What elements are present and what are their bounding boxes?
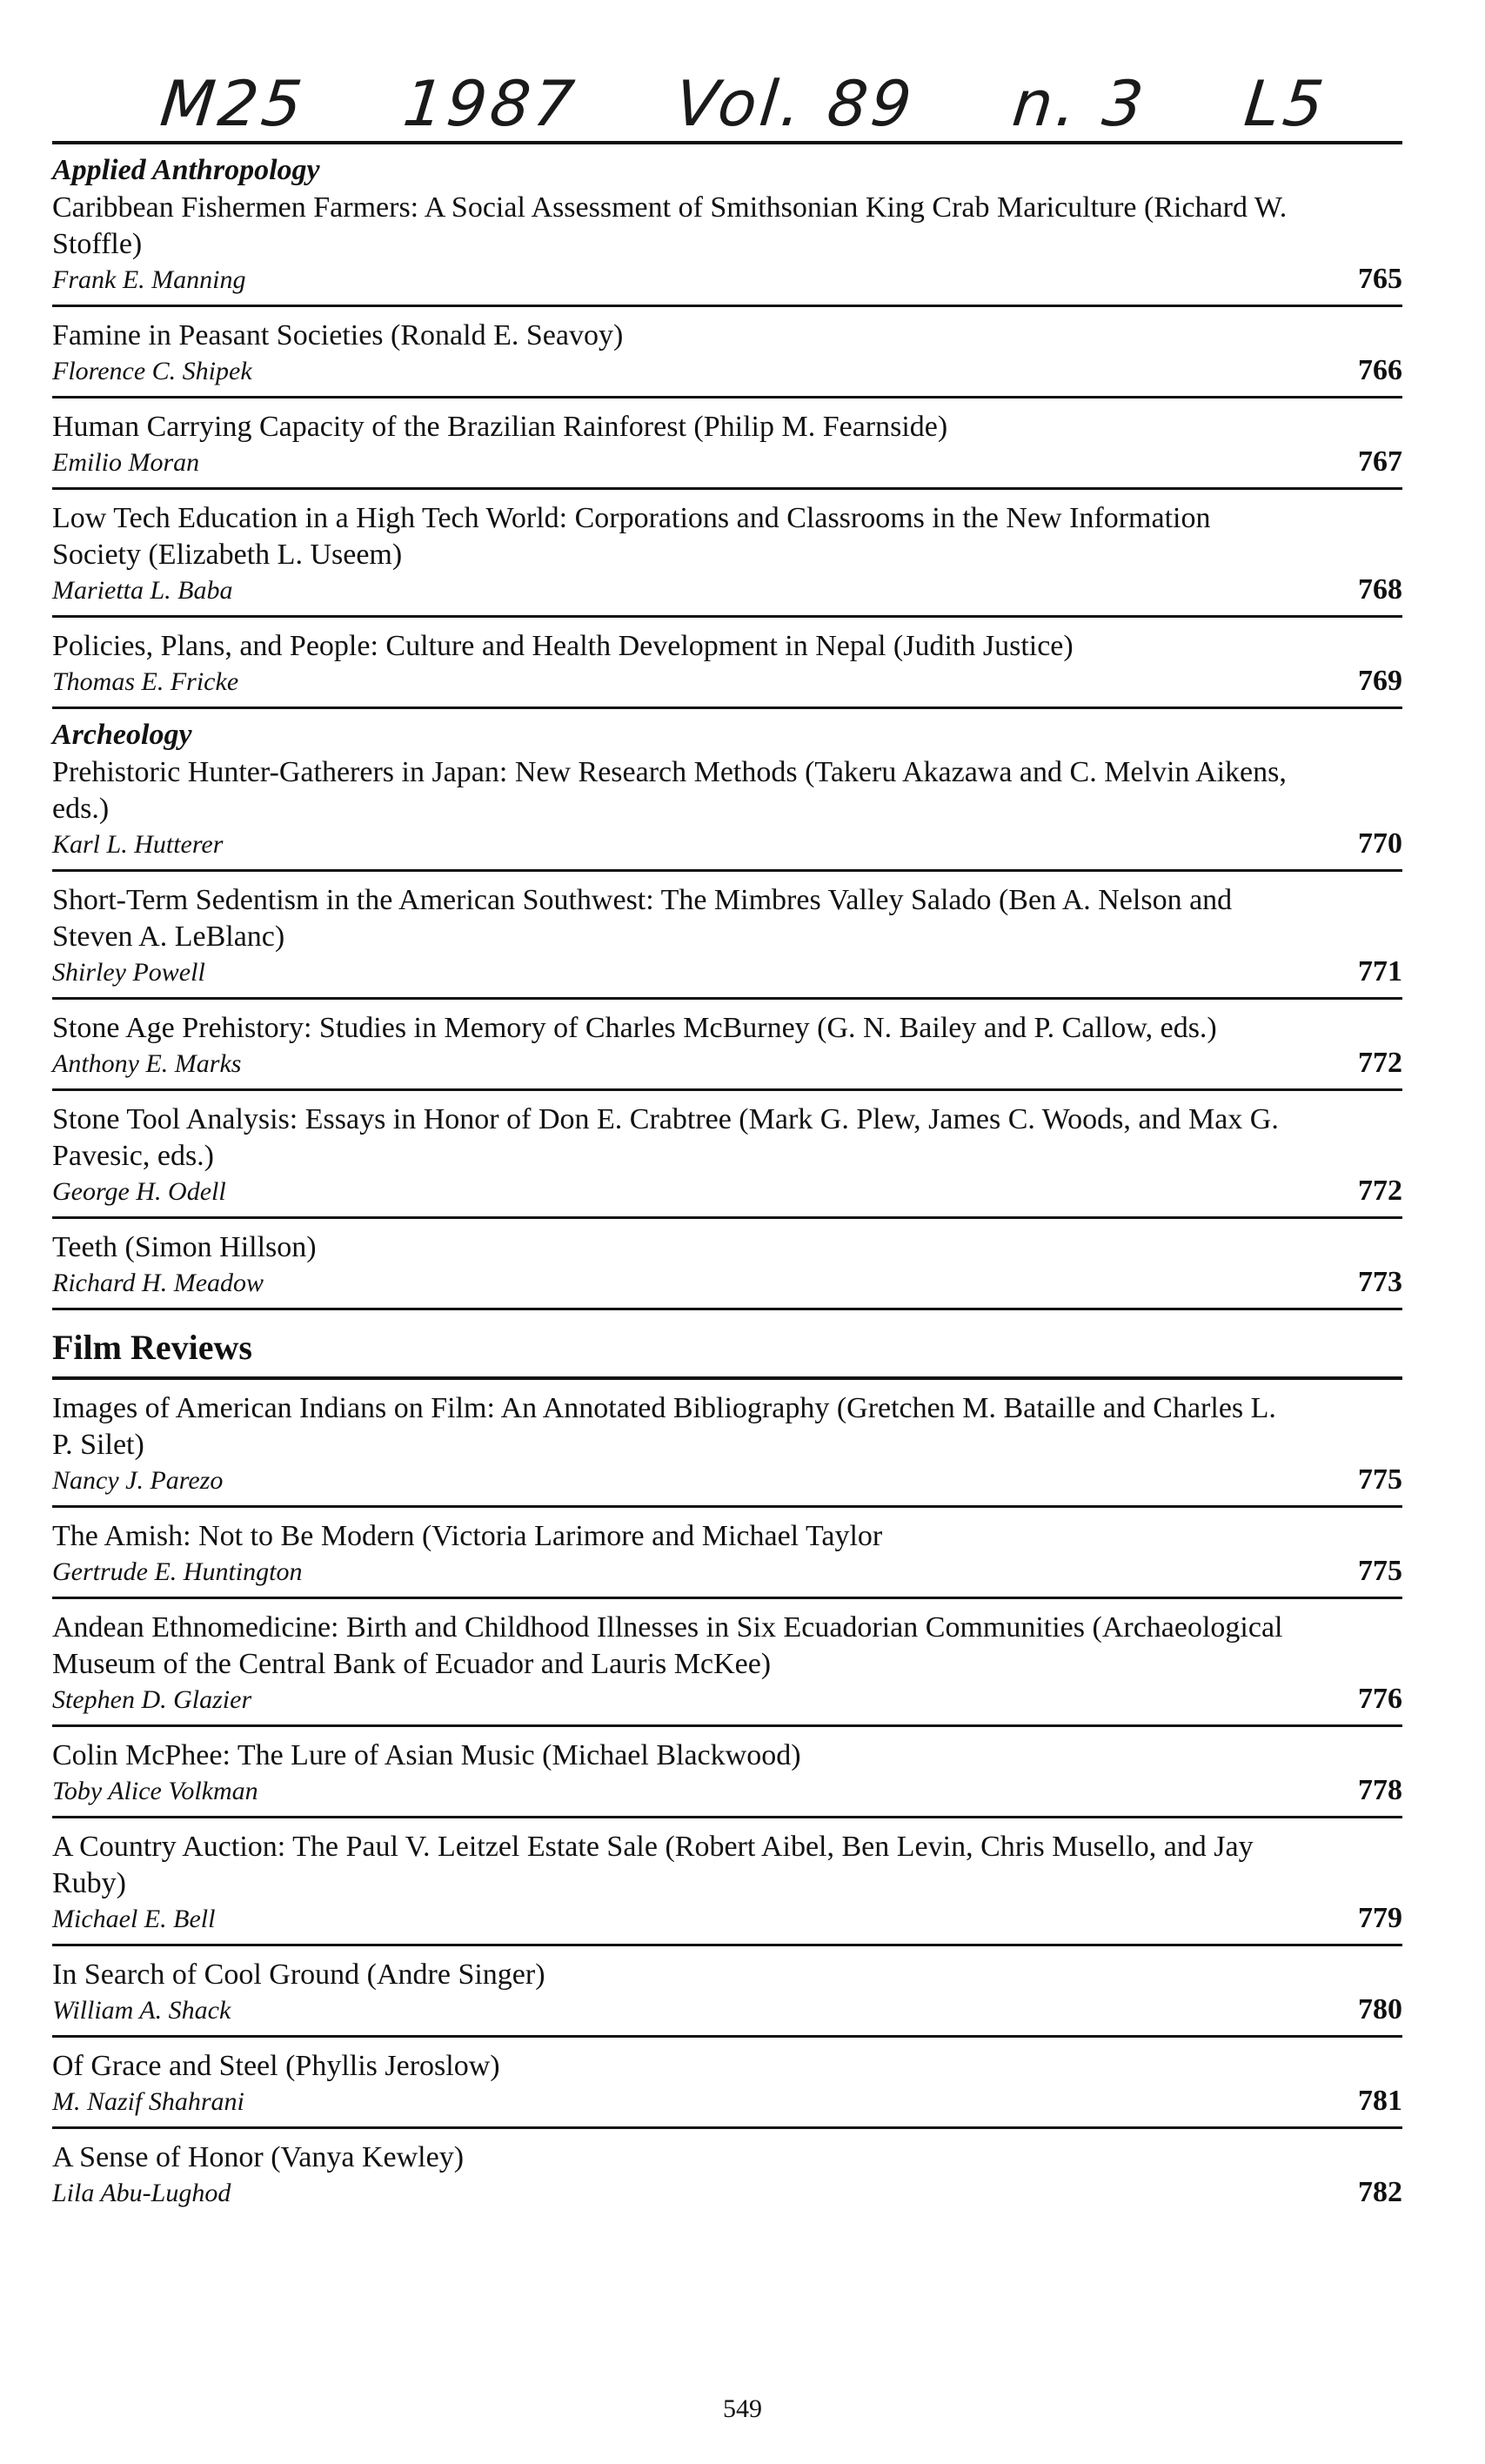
handwritten-note-part: Vol. 89 (672, 67, 919, 140)
entry-reviewer: Thomas E. Fricke (52, 667, 239, 696)
toc-entry (52, 1000, 1402, 1088)
section-heading: Archeology (52, 719, 192, 751)
entry-reviewer: Anthony E. Marks (52, 1049, 242, 1078)
entry-reviewer: Shirley Powell (52, 958, 205, 987)
entry-title: Prehistoric Hunter-Gatherers in Japan: New Research Methods (Takeru Akazawa and C. Melvin Aikens, eds.) (52, 756, 1287, 825)
entry-page-number: 776 (1358, 1683, 1402, 1715)
table-of-contents (52, 141, 1402, 2218)
entry-reviewer: Florence C. Shipek (52, 357, 252, 385)
entry-title: Famine in Peasant Societies (Ronald E. Seavoy) (52, 319, 624, 352)
entry-title: Stone Age Prehistory: Studies in Memory of Charles McBurney (G. N. Bailey and P. Callow, eds.) (52, 1012, 1217, 1044)
toc-entry (52, 307, 1402, 396)
entry-title: Caribbean Fishermen Farmers: A Social Assessment of Smithsonian King Crab Mariculture (Richard W. Stoffle) (52, 191, 1288, 260)
toc-entry (52, 1727, 1402, 1816)
entry-page-number: 775 (1358, 1555, 1402, 1587)
toc-entry (52, 1946, 1402, 2035)
entry-reviewer: M. Nazif Shahrani (52, 2087, 244, 2116)
entry-reviewer: Emilio Moran (52, 448, 200, 477)
toc-entry (52, 753, 1402, 869)
entry-title: The Amish: Not to Be Modern (Victoria Larimore and Michael Taylor (52, 1520, 883, 1552)
entry-reviewer: George H. Odell (52, 1177, 226, 1206)
toc-entry (52, 618, 1402, 706)
toc-entry (52, 1599, 1402, 1724)
entry-page-number: 773 (1358, 1266, 1402, 1298)
toc-entry (52, 188, 1402, 305)
entry-page-number: 779 (1358, 1902, 1402, 1934)
handwritten-note (156, 56, 1332, 151)
toc-entry (52, 2038, 1402, 2126)
film-reviews-heading: Film Reviews (52, 1328, 252, 1367)
entry-title: Policies, Plans, and People: Culture and Health Development in Nepal (Judith Justice) (52, 630, 1074, 662)
toc-entry (52, 1508, 1402, 1597)
toc-entry (52, 490, 1402, 615)
entry-title: Human Carrying Capacity of the Brazilian Rainforest (Philip M. Fearnside) (52, 411, 948, 443)
entry-reviewer: Michael E. Bell (52, 1905, 216, 1933)
entry-page-number: 775 (1358, 1463, 1402, 1496)
handwritten-note-part: L5 (1241, 67, 1331, 140)
entry-title: A Country Auction: The Paul V. Leitzel Estate Sale (Robert Aibel, Ben Levin, Chris Musello, and Jay Ruby) (52, 1831, 1254, 1899)
entry-title: Low Tech Education in a High Tech World: Corporations and Classrooms in the New Information Society (Elizabeth L. Useem) (52, 502, 1211, 571)
entry-page-number: 770 (1358, 827, 1402, 860)
toc-entry (52, 1380, 1402, 1505)
entry-title: Images of American Indians on Film: An Annotated Bibliography (Gretchen M. Bataille and Charles L. P. Silet) (52, 1392, 1276, 1461)
entry-page-number: 766 (1358, 354, 1402, 386)
entry-title: Of Grace and Steel (Phyllis Jeroslow) (52, 2050, 500, 2082)
page-number: 549 (723, 2394, 762, 2423)
entry-title: Andean Ethnomedicine: Birth and Childhood Illnesses in Six Ecuadorian Communities (Archaeological Museum of the Central Bank of Ecuador and Lauris McKee) (52, 1611, 1283, 1680)
entry-title: Short-Term Sedentism in the American Southwest: The Mimbres Valley Salado (Ben A. Nelson and Steven A. LeBlanc) (52, 884, 1233, 953)
entry-reviewer: Frank E. Manning (52, 265, 246, 294)
entry-reviewer: Karl L. Hutterer (52, 830, 224, 859)
toc-entry (52, 872, 1402, 997)
entry-reviewer: Lila Abu-Lughod (52, 2179, 231, 2207)
toc-entry (52, 1219, 1402, 1308)
entry-page-number: 772 (1358, 1047, 1402, 1079)
entry-reviewer: Toby Alice Volkman (52, 1777, 258, 1805)
divider (52, 706, 1402, 709)
toc-entry (52, 1818, 1402, 1944)
entry-reviewer: Stephen D. Glazier (52, 1685, 252, 1714)
entry-page-number: 778 (1358, 1774, 1402, 1806)
entry-title: A Sense of Honor (Vanya Kewley) (52, 2141, 465, 2173)
entry-reviewer: William A. Shack (52, 1996, 231, 2025)
entry-title: Stone Tool Analysis: Essays in Honor of Don E. Crabtree (Mark G. Plew, James C. Woods, and Max G. Pavesic, eds.) (52, 1103, 1279, 1172)
toc-entry (52, 1091, 1402, 1216)
entry-page-number: 767 (1358, 445, 1402, 478)
entry-reviewer: Marietta L. Baba (52, 576, 233, 605)
entry-page-number: 780 (1358, 1993, 1402, 2025)
handwritten-note-part: n. 3 (1009, 67, 1151, 140)
handwritten-note-part: 1987 (399, 67, 581, 140)
entry-reviewer: Nancy J. Parezo (52, 1466, 224, 1495)
toc-entry (52, 2129, 1402, 2218)
entry-reviewer: Richard H. Meadow (52, 1269, 264, 1297)
entry-page-number: 781 (1358, 2085, 1402, 2117)
handwritten-note-part: M25 (157, 67, 310, 140)
divider (52, 141, 1402, 144)
entry-page-number: 765 (1358, 263, 1402, 295)
entry-title: In Search of Cool Ground (Andre Singer) (52, 1958, 545, 1991)
entry-reviewer: Gertrude E. Huntington (52, 1557, 303, 1586)
entry-page-number: 782 (1358, 2176, 1402, 2208)
section-heading: Applied Anthropology (52, 154, 320, 186)
entry-page-number: 768 (1358, 573, 1402, 606)
entry-page-number: 769 (1358, 665, 1402, 697)
entry-title: Teeth (Simon Hillson) (52, 1231, 317, 1263)
entry-title: Colin McPhee: The Lure of Asian Music (Michael Blackwood) (52, 1739, 801, 1771)
entry-page-number: 771 (1358, 955, 1402, 988)
toc-entry (52, 398, 1402, 487)
entry-page-number: 772 (1358, 1175, 1402, 1207)
